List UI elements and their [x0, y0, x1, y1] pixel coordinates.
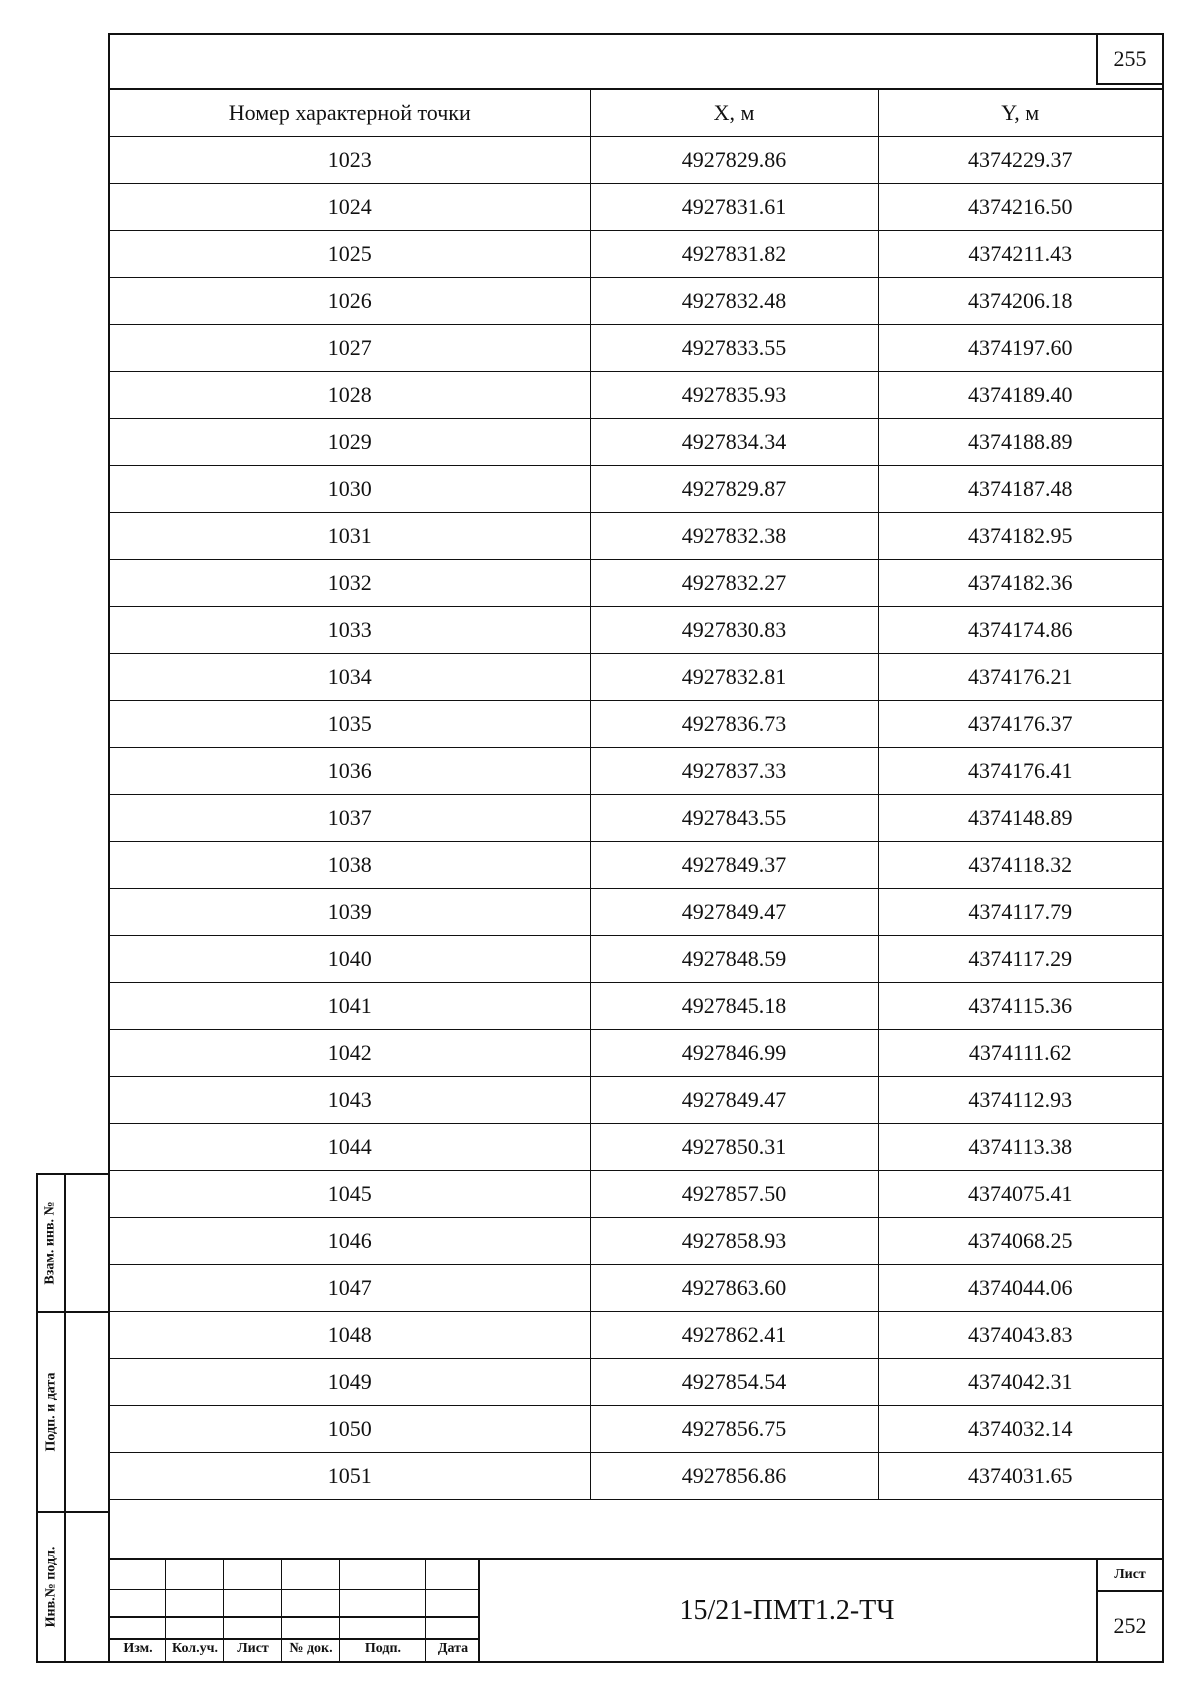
table-row: [110, 184, 1162, 231]
col-label-signature: Подп.: [364, 1641, 402, 1656]
table-row: [110, 560, 1162, 607]
cell-x: 4927846.99: [590, 1030, 878, 1077]
table-row: [110, 419, 1162, 466]
cell-y: 4374118.32: [878, 842, 1162, 889]
cell-y: 4374117.29: [878, 936, 1162, 983]
cell-y: 4374148.89: [878, 795, 1162, 842]
table-row: [110, 325, 1162, 372]
cell-x: 4927832.27: [590, 560, 878, 607]
cell-x: 4927831.82: [590, 231, 878, 278]
table-row: [110, 842, 1162, 889]
table-row: [110, 936, 1162, 983]
cell-x: 4927845.18: [590, 983, 878, 1030]
cell-x: 4927831.61: [590, 184, 878, 231]
table-row: [110, 1265, 1162, 1312]
cell-point-number: 1044: [110, 1124, 590, 1171]
col-label-change: Изм.: [123, 1641, 153, 1656]
cell-x: 4927834.34: [590, 419, 878, 466]
approval-side-strip: [36, 1173, 108, 1663]
table-row: [110, 1406, 1162, 1453]
cell-point-number: 1036: [110, 748, 590, 795]
col-label-count: Кол.уч.: [171, 1641, 219, 1656]
cell-x: 4927836.73: [590, 701, 878, 748]
cell-x: 4927829.86: [590, 137, 878, 184]
sheet-number: 252: [1113, 1612, 1147, 1638]
cell-x: 4927832.81: [590, 654, 878, 701]
sheet-box: [1096, 1560, 1162, 1661]
table-row: [110, 1124, 1162, 1171]
table-row: [110, 466, 1162, 513]
title-block: [110, 1558, 1162, 1661]
table-body: [110, 137, 1162, 1500]
cell-x: 4927837.33: [590, 748, 878, 795]
cell-x: 4927833.55: [590, 325, 878, 372]
cell-y: 4374206.18: [878, 278, 1162, 325]
cell-point-number: 1046: [110, 1218, 590, 1265]
cell-y: 4374113.38: [878, 1124, 1162, 1171]
cell-point-number: 1026: [110, 278, 590, 325]
table-row: [110, 1312, 1162, 1359]
cell-point-number: 1045: [110, 1171, 590, 1218]
cell-point-number: 1031: [110, 513, 590, 560]
cell-y: 4374043.83: [878, 1312, 1162, 1359]
cell-y: 4374187.48: [878, 466, 1162, 513]
cell-x: 4927849.47: [590, 889, 878, 936]
cell-x: 4927848.59: [590, 936, 878, 983]
cell-x: 4927849.47: [590, 1077, 878, 1124]
cell-point-number: 1023: [110, 137, 590, 184]
cell-point-number: 1050: [110, 1406, 590, 1453]
cell-point-number: 1051: [110, 1453, 590, 1500]
cell-point-number: 1032: [110, 560, 590, 607]
cell-x: 4927856.86: [590, 1453, 878, 1500]
cell-y: 4374031.65: [878, 1453, 1162, 1500]
cell-x: 4927835.93: [590, 372, 878, 419]
table-row: [110, 137, 1162, 184]
table-row: [110, 1218, 1162, 1265]
col-label-date: Дата: [437, 1641, 469, 1656]
cell-point-number: 1027: [110, 325, 590, 372]
table-row: [110, 701, 1162, 748]
table-row: [110, 607, 1162, 654]
cell-point-number: 1025: [110, 231, 590, 278]
cell-y: 4374111.62: [878, 1030, 1162, 1077]
cell-point-number: 1033: [110, 607, 590, 654]
cell-y: 4374044.06: [878, 1265, 1162, 1312]
cell-y: 4374115.36: [878, 983, 1162, 1030]
cell-y: 4374032.14: [878, 1406, 1162, 1453]
strip-label-replacement: Взам. инв. №: [43, 1201, 59, 1285]
cell-point-number: 1030: [110, 466, 590, 513]
page-number: 255: [1096, 35, 1162, 85]
col-label-sheet: Лист: [237, 1641, 269, 1656]
revision-grid: [110, 1560, 480, 1661]
table-row: [110, 372, 1162, 419]
cell-x: 4927858.93: [590, 1218, 878, 1265]
cell-point-number: 1024: [110, 184, 590, 231]
coordinates-table: [110, 88, 1162, 1500]
table-row: [110, 1077, 1162, 1124]
col-label-doc-number: № док.: [289, 1641, 333, 1656]
table-row: [110, 1453, 1162, 1500]
cell-point-number: 1048: [110, 1312, 590, 1359]
cell-point-number: 1037: [110, 795, 590, 842]
cell-x: 4927832.48: [590, 278, 878, 325]
table-row: [110, 983, 1162, 1030]
cell-y: 4374229.37: [878, 137, 1162, 184]
cell-point-number: 1035: [110, 701, 590, 748]
cell-y: 4374188.89: [878, 419, 1162, 466]
cell-y: 4374075.41: [878, 1171, 1162, 1218]
cell-y: 4374211.43: [878, 231, 1162, 278]
table-row: [110, 889, 1162, 936]
cell-y: 4374189.40: [878, 372, 1162, 419]
cell-point-number: 1049: [110, 1359, 590, 1406]
cell-x: 4927854.54: [590, 1359, 878, 1406]
cell-x: 4927843.55: [590, 795, 878, 842]
cell-point-number: 1040: [110, 936, 590, 983]
cell-point-number: 1038: [110, 842, 590, 889]
table-row: [110, 748, 1162, 795]
table-row: [110, 513, 1162, 560]
sheet-label: Лист: [1098, 1560, 1162, 1592]
cell-x: 4927829.87: [590, 466, 878, 513]
cell-point-number: 1034: [110, 654, 590, 701]
cell-y: 4374068.25: [878, 1218, 1162, 1265]
cell-point-number: 1041: [110, 983, 590, 1030]
strip-cell-signature-date: [38, 1313, 108, 1513]
cell-y: 4374042.31: [878, 1359, 1162, 1406]
cell-x: 4927862.41: [590, 1312, 878, 1359]
table-header-row: [110, 89, 1162, 137]
table-row: [110, 1359, 1162, 1406]
header-point-number: Номер характерной точки: [110, 89, 590, 137]
cell-y: 4374176.37: [878, 701, 1162, 748]
table-row: [110, 1171, 1162, 1218]
cell-point-number: 1047: [110, 1265, 590, 1312]
cell-point-number: 1042: [110, 1030, 590, 1077]
page-frame: [108, 33, 1164, 1663]
cell-point-number: 1029: [110, 419, 590, 466]
table-row: [110, 1030, 1162, 1077]
cell-x: 4927830.83: [590, 607, 878, 654]
cell-y: 4374216.50: [878, 184, 1162, 231]
cell-point-number: 1039: [110, 889, 590, 936]
cell-point-number: 1028: [110, 372, 590, 419]
cell-y: 4374197.60: [878, 325, 1162, 372]
cell-y: 4374112.93: [878, 1077, 1162, 1124]
cell-x: 4927863.60: [590, 1265, 878, 1312]
strip-cell-inventory: [38, 1513, 108, 1661]
cell-x: 4927856.75: [590, 1406, 878, 1453]
cell-y: 4374176.41: [878, 748, 1162, 795]
cell-x: 4927832.38: [590, 513, 878, 560]
cell-y: 4374174.86: [878, 607, 1162, 654]
cell-y: 4374182.36: [878, 560, 1162, 607]
header-x: X, м: [590, 89, 878, 137]
table-row: [110, 278, 1162, 325]
table-row: [110, 654, 1162, 701]
cell-x: 4927857.50: [590, 1171, 878, 1218]
table-row: [110, 231, 1162, 278]
strip-label-inventory: Инв.№ подл.: [43, 1546, 58, 1628]
cell-x: 4927850.31: [590, 1124, 878, 1171]
cell-y: 4374182.95: [878, 513, 1162, 560]
cell-x: 4927849.37: [590, 842, 878, 889]
cell-y: 4374176.21: [878, 654, 1162, 701]
cell-point-number: 1043: [110, 1077, 590, 1124]
document-code: 15/21-ПМТ1.2-ТЧ: [679, 1594, 895, 1626]
table-row: [110, 795, 1162, 842]
strip-label-signature-date: Подп. и дата: [43, 1372, 58, 1452]
strip-cell-replacement: [38, 1175, 108, 1313]
header-y: Y, м: [878, 89, 1162, 137]
cell-y: 4374117.79: [878, 889, 1162, 936]
